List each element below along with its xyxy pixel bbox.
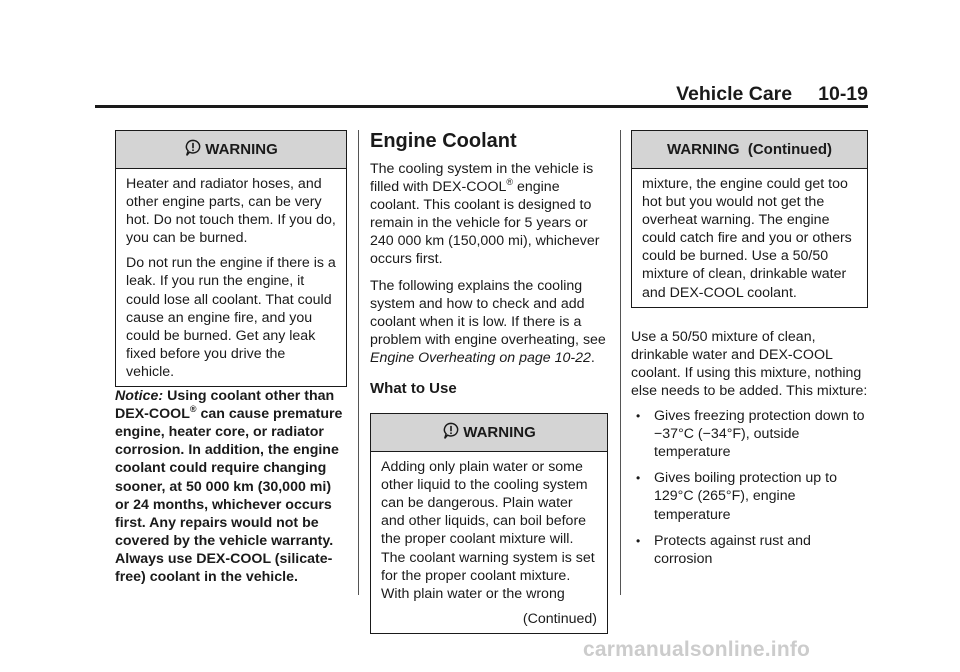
- notice-label: Notice:: [115, 388, 164, 405]
- cross-reference-link[interactable]: Engine Overheating on page 10-22: [370, 349, 591, 366]
- warning-paragraph: Adding only plain water or some other liquid to the cooling system can be dangerous. Plain water and other liquids, can boil before the proper coolant mixture will. The coolant warning system is set for the proper coolant mixture. With plain water or the wrong: [381, 459, 595, 602]
- list-item: • Gives boiling protection up to 129°C (265°F), engine temperature: [636, 470, 837, 523]
- warning-body: [632, 169, 867, 307]
- mixture-benefits-list: [631, 407, 868, 568]
- warning-paragraph: Do not run the engine if there is a leak. If you run the engine, it could lose all coolant. That could cause an engine fire, and you could be burned. Get any leak fixed before you drive the vehicle.: [126, 255, 336, 380]
- header-rule: [95, 105, 868, 108]
- notice-text: can cause premature engine, heater core, or radiator corrosion. In addition, the engine coolant could require changing sooner, at 50 000 km (30,000 mi) or 24 months, whichever occurs first. Any repairs would not be covered by the vehicle warranty. Always use DEX-COOL (silicate-free) coolant in the vehicle.: [115, 406, 343, 585]
- warning-header: WARNING (Continued): [632, 131, 867, 169]
- warning-box-plain-water: [370, 413, 608, 634]
- warning-icon: [442, 422, 460, 440]
- continued-label: (Continued): [522, 610, 597, 627]
- warning-header: [371, 414, 607, 452]
- page-header: [600, 83, 868, 105]
- column-1: [115, 130, 347, 586]
- column-3: [631, 130, 868, 568]
- section-title: Vehicle Care: [676, 83, 793, 105]
- body-paragraph: The cooling system in the vehicle is filled with DEX-COOL® engine coolant. This coolant is designed to remain in the vehicle for 5 years or 240 000 km (150,000 mi), whichever occurs first.: [370, 161, 600, 268]
- warning-title: WARNING: [463, 424, 536, 442]
- bullet-icon: •: [636, 471, 641, 486]
- mixture-intro-paragraph: Use a 50/50 mixture of clean, drinkable water and DEX-COOL coolant. If using this mixture, nothing else needs to be added. This mixture:: [631, 328, 868, 399]
- registered-mark: ®: [506, 177, 514, 188]
- bullet-icon: •: [636, 533, 641, 548]
- warning-box-heat: [115, 130, 347, 387]
- notice-text: Using coolant other than DEX-COOL: [115, 388, 335, 423]
- column-2: [370, 130, 608, 634]
- registered-mark: ®: [189, 404, 197, 415]
- warning-paragraph: mixture, the engine could get too hot but you would not get the overheat warning. The engine could catch fire and you or others could be burned. Use a 50/50 mixture of clean, drinkable water and DEX-COOL coolant.: [642, 176, 852, 301]
- warning-header: [116, 131, 346, 169]
- bullet-icon: •: [636, 409, 641, 424]
- notice-paragraph: [115, 387, 347, 586]
- column-divider-1: [358, 130, 359, 595]
- column-divider-2: [620, 130, 621, 595]
- list-item: • Gives freezing protection down to −37°C (−34°F), outside temperature: [636, 408, 865, 461]
- section-heading-engine-coolant: Engine Coolant: [370, 130, 517, 152]
- subheading-what-to-use: What to Use: [370, 380, 457, 398]
- list-item: • Protects against rust and corrosion: [636, 532, 811, 567]
- warning-body: [116, 169, 346, 386]
- page-number: 10-19: [818, 83, 868, 105]
- body-paragraph: The following explains the cooling system and how to check and add coolant when it is low. If there is a problem with engine overheating, see Engine Overheating on page 10-22.: [370, 277, 606, 366]
- warning-paragraph: Heater and radiator hoses, and other engine parts, can be very hot. Do not touch them. If you do, you can be burned.: [126, 176, 336, 247]
- warning-body: [371, 452, 607, 633]
- warning-title: WARNING: [205, 141, 278, 158]
- warning-box-continued: [631, 130, 868, 308]
- warning-icon: [184, 139, 202, 157]
- watermark: carmanualsonline.info: [583, 638, 811, 661]
